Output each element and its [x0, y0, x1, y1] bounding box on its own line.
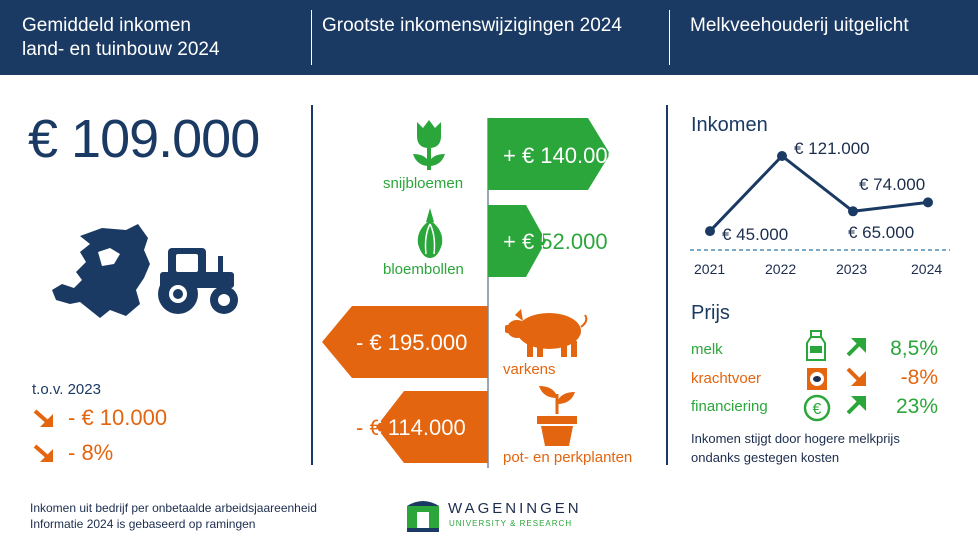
price-value-milk: 8,5% [890, 337, 938, 360]
summary-line-1: Inkomen stijgt door hogere melkprijs [691, 431, 900, 446]
amount-flower-bulbs-text: + € 52.000 [503, 229, 608, 254]
income-title: Inkomen [691, 114, 768, 136]
category-label-flower-bulbs: bloembollen [383, 261, 464, 278]
price-value-financing: 23% [895, 395, 938, 418]
amount-potted-plants [356, 415, 466, 441]
data-label-2023: € 65.000 [848, 223, 915, 242]
column-divider [311, 105, 313, 465]
price-title: Prijs [691, 302, 730, 324]
header-line-1: Gemiddeld inkomen [22, 15, 191, 36]
column-divider [666, 105, 668, 465]
amount-pigs: - € 195.000 [356, 330, 468, 355]
tulip-icon [411, 118, 447, 172]
data-label-2022: € 121.000 [794, 139, 870, 158]
logo-subtitle: UNIVERSITY & RESEARCH [449, 519, 573, 528]
x-tick-2024: 2024 [911, 261, 943, 277]
data-point-2022 [777, 151, 787, 161]
change-percentage-value: - 8% [68, 440, 114, 465]
price-label-feed: krachtvoer [691, 370, 762, 387]
tractor-icon [150, 238, 245, 318]
compared-to-label: t.o.v. 2023 [32, 381, 101, 398]
logo-wordmark: WAGENINGEN [448, 500, 582, 517]
x-tick-2021: 2021 [694, 261, 726, 277]
price-value-feed: -8% [900, 366, 938, 389]
change-absolute-value: - € 10.000 [68, 405, 168, 430]
data-label-2021: € 45.000 [722, 225, 789, 244]
summary-line-2: ondanks gestegen kosten [691, 450, 840, 465]
header-dairy: Melkveehouderij uitgelicht [690, 15, 909, 36]
header-average-income [22, 14, 220, 62]
footnote-income-definition: Inkomen uit bedrijf per onbetaalde arbeidsjaareenheid [30, 501, 317, 515]
average-income-amount: € 109.000 [28, 109, 260, 169]
potted-plant-icon [533, 384, 581, 446]
category-label-potted-plants: pot- en perkplanten [503, 449, 633, 466]
x-tick-2022: 2022 [765, 261, 797, 277]
header-divider [669, 10, 670, 65]
x-tick-2023: 2023 [836, 261, 868, 277]
header-income-changes: Grootste inkomenswijzigingen 2024 [322, 15, 622, 36]
header-bar [0, 0, 978, 75]
price-label-milk: melk [691, 341, 723, 358]
arrow-down-right-icon [32, 443, 56, 465]
arrow-down-right-icon [845, 366, 867, 388]
footnote-estimates: Informatie 2024 is gebaseerd op ramingen [30, 517, 256, 531]
header-divider [311, 10, 312, 65]
change-absolute [32, 405, 167, 431]
amount-potted-plants-text: - € 114.000 [356, 415, 466, 440]
data-point-2024 [923, 197, 933, 207]
data-point-2023 [848, 206, 858, 216]
arrow-down-right-icon [32, 408, 56, 430]
data-point-2021 [705, 226, 715, 236]
feed-bag-icon [804, 364, 830, 392]
price-label-financing: financiering [691, 398, 768, 415]
svg-text:€: € [812, 401, 822, 418]
milk-bottle-icon [805, 330, 827, 362]
amount-cut-flowers: + € 140.000 [503, 143, 620, 168]
category-label-cut-flowers: snijbloemen [383, 175, 464, 192]
flower-bulb-icon [414, 206, 446, 260]
data-label-2024: € 74.000 [859, 175, 926, 194]
arrow-up-right-icon [845, 394, 867, 416]
euro-coin-icon [803, 394, 831, 422]
amount-flower-bulbs [503, 229, 608, 255]
change-percentage [32, 440, 113, 466]
header-line-2: land- en tuinbouw 2024 [22, 39, 220, 60]
category-label-pigs: varkens [503, 361, 556, 378]
pig-icon [505, 303, 591, 361]
arrow-up-right-icon [845, 336, 867, 358]
wageningen-logo-icon [405, 498, 441, 534]
